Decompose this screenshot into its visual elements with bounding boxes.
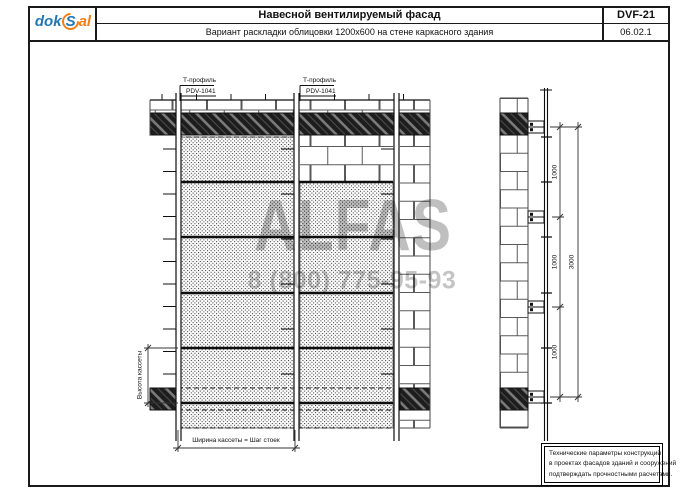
note-line-2: в проектах фасадов зданий и сооружений (549, 460, 677, 468)
sheet-number: 06.02.1 (620, 26, 652, 38)
technical-note-text (544, 446, 677, 483)
sheet-border (28, 6, 677, 487)
cassette-height-dimension-label: Высота кассеты (136, 350, 144, 400)
technical-note-box (541, 443, 677, 486)
dimension-1000-top: 1000 (551, 164, 559, 180)
callout-right-article-label: PDV-1041 (306, 88, 336, 95)
note-line-1: Технические параметры конструкций (549, 450, 661, 457)
callout-left-article-label: PDV-1041 (186, 88, 216, 95)
callout-left-profile-label: Т-профиль (183, 77, 217, 84)
dimension-1000-middle: 1000 (551, 254, 559, 270)
watermark-brand: ALFAS (254, 186, 452, 266)
sheet-title: Навесной вентилируемый фасад (258, 9, 441, 21)
logo-text-al: al (78, 13, 92, 30)
dimension-1000-bottom: 1000 (551, 344, 559, 360)
logo-s-icon: S (65, 13, 76, 30)
watermark-phone: 8 (800) 775-95-93 (247, 266, 457, 295)
dimension-3000-total: 3000 (568, 254, 576, 270)
document-code: DVF-21 (617, 9, 655, 21)
titleblock-bottom-line (28, 40, 670, 42)
note-line-3: подтверждать прочностными расчетами. (549, 470, 673, 478)
logo-text-dok: dok (34, 13, 62, 30)
cassette-width-dimension-label: Ширина кассеты = Шаг стоек (192, 436, 280, 444)
sheet-subtitle: Вариант раскладки облицовки 1200x600 на стене каркасного здания (205, 27, 494, 37)
titleblock-row-divider (96, 23, 670, 24)
callout-right-profile-label: Т-профиль (303, 77, 337, 84)
company-logo (30, 13, 96, 30)
